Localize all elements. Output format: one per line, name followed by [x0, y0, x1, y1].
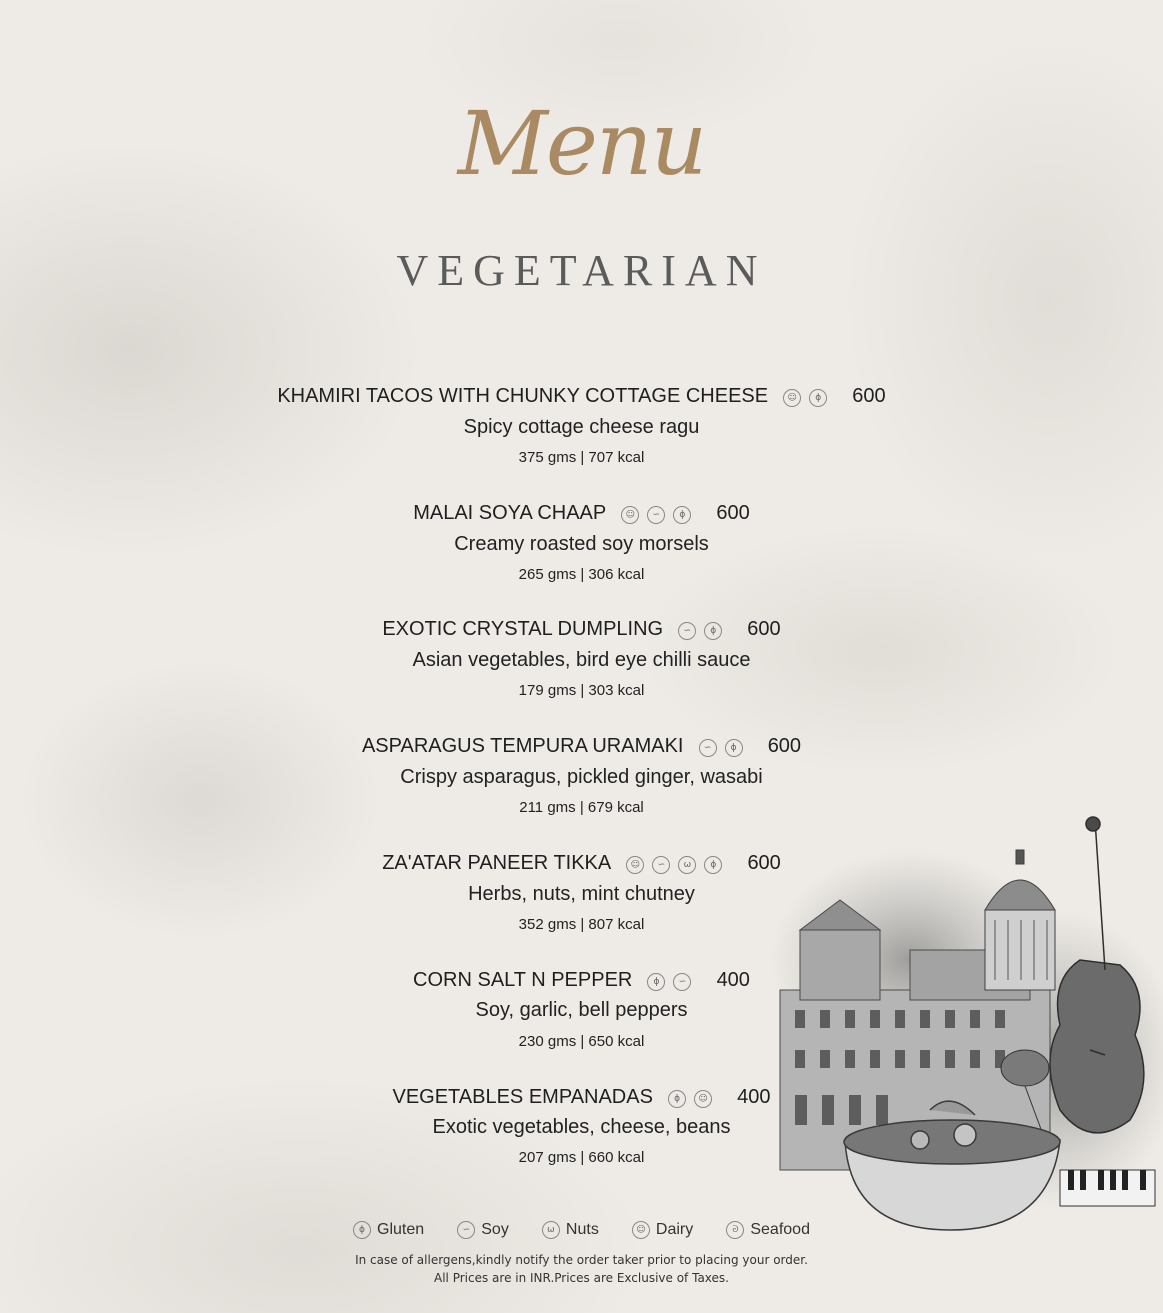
nuts-icon: ω: [678, 856, 696, 874]
menu-item-title-row: [0, 618, 1163, 641]
soy-icon: ∽: [457, 1221, 475, 1239]
gluten-icon: ɸ: [647, 973, 665, 991]
item-name: ZA'ATAR PANEER TIKKA: [382, 852, 612, 874]
dairy-icon: ☺: [621, 506, 639, 524]
allergen-legend: [0, 1219, 1163, 1239]
item-price: 400: [737, 1086, 771, 1108]
nuts-icon: ω: [542, 1221, 560, 1239]
item-description: Asian vegetables, bird eye chilli sauce: [412, 649, 751, 671]
soy-icon: ∽: [699, 739, 717, 757]
menu-item-title-row: [0, 502, 1163, 525]
dairy-icon: ☺: [626, 856, 644, 874]
item-meta: 265 gms | 306 kcal: [518, 566, 645, 583]
seafood-icon: ᘐ: [726, 1221, 744, 1239]
item-description: Exotic vegetables, cheese, beans: [432, 1116, 731, 1138]
item-name: VEGETABLES EMPANADAS: [392, 1086, 653, 1108]
soy-icon: ∽: [673, 973, 691, 991]
item-price: 600: [767, 735, 802, 757]
legend-label: Gluten: [377, 1221, 425, 1238]
gluten-icon: ɸ: [353, 1221, 371, 1239]
item-price: 600: [747, 618, 781, 640]
soy-icon: ∽: [652, 856, 670, 874]
gluten-icon: ɸ: [704, 856, 722, 874]
item-description: Crispy asparagus, pickled ginger, wasabi: [400, 766, 763, 788]
legend-item-nuts: [542, 1221, 599, 1239]
dairy-icon: ☺: [783, 389, 801, 407]
gluten-icon: ɸ: [809, 389, 827, 407]
allergen-note: In case of allergens,kindly notify the order taker prior to placing your order.: [355, 1253, 808, 1267]
gluten-icon: ɸ: [673, 506, 691, 524]
legend-item-gluten: [353, 1221, 424, 1239]
item-name: EXOTIC CRYSTAL DUMPLING: [382, 618, 664, 640]
price-note: All Prices are in INR.Prices are Exclusive of Taxes.: [434, 1271, 729, 1285]
item-price: 600: [852, 385, 886, 407]
piano-keys-illustration: [1060, 1170, 1155, 1206]
item-meta: 207 gms | 660 kcal: [518, 1149, 645, 1166]
legend-label: Seafood: [750, 1221, 810, 1238]
item-name: CORN SALT N PEPPER: [413, 969, 633, 991]
item-meta: 179 gms | 303 kcal: [518, 682, 645, 699]
menu-item-title-row: [0, 735, 1163, 758]
dome-illustration: [985, 850, 1055, 990]
allergen-icons: [674, 621, 726, 641]
legend-item-seafood: [726, 1221, 810, 1239]
item-price: 600: [747, 852, 781, 874]
item-meta: 352 gms | 807 kcal: [518, 916, 645, 933]
legend-label: Nuts: [565, 1221, 599, 1238]
allergen-icons: [695, 738, 747, 758]
item-description: Spicy cottage cheese ragu: [463, 416, 700, 438]
gluten-icon: ɸ: [668, 1090, 686, 1108]
allergen-icons: [622, 855, 726, 875]
item-description: Soy, garlic, bell peppers: [475, 999, 688, 1021]
soy-icon: ∽: [647, 506, 665, 524]
legend-label: Dairy: [655, 1221, 694, 1238]
item-name: MALAI SOYA CHAAP: [413, 502, 607, 524]
allergen-icons: [643, 972, 695, 992]
item-name: KHAMIRI TACOS WITH CHUNKY COTTAGE CHEESE: [277, 385, 769, 407]
item-name: ASPARAGUS TEMPURA URAMAKI: [361, 735, 684, 757]
legend-item-dairy: [632, 1221, 693, 1239]
gluten-icon: ɸ: [725, 739, 743, 757]
allergen-icons: [617, 505, 695, 525]
legend-label: Soy: [481, 1221, 509, 1238]
item-meta: 230 gms | 650 kcal: [518, 1033, 645, 1050]
item-meta: 211 gms | 679 kcal: [519, 799, 644, 816]
footer-notes: [0, 1251, 1163, 1287]
allergen-icons: [664, 1089, 716, 1109]
decorative-illustration: [760, 810, 1163, 1260]
dairy-icon: ☺: [632, 1221, 650, 1239]
menu-script-title: Menu: [457, 92, 706, 195]
section-title: VEGETARIAN: [396, 246, 767, 295]
item-price: 600: [716, 502, 750, 524]
allergen-icons: [779, 388, 831, 408]
item-description: Creamy roasted soy morsels: [454, 533, 709, 555]
gluten-icon: ɸ: [704, 622, 722, 640]
dairy-icon: ☺: [694, 1090, 712, 1108]
item-meta: 375 gms | 707 kcal: [518, 449, 645, 466]
item-price: 400: [716, 969, 750, 991]
item-description: Herbs, nuts, mint chutney: [468, 883, 695, 905]
soy-icon: ∽: [678, 622, 696, 640]
legend-item-soy: [457, 1221, 509, 1239]
menu-item-title-row: [0, 385, 1163, 408]
